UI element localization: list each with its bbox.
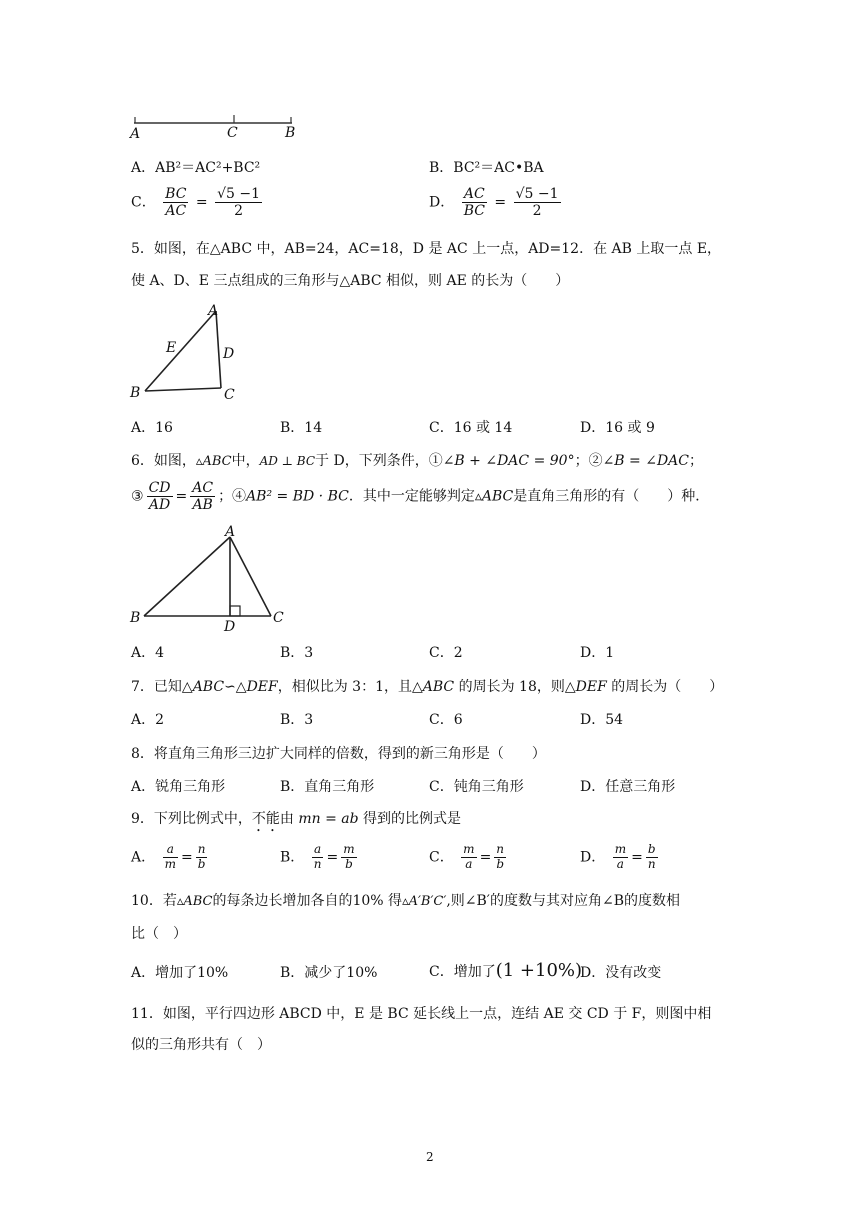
q6-option-d: D．1 (580, 645, 615, 661)
q5-label-d: D (223, 346, 235, 362)
q11-line2: 似的三角形共有（ ） (131, 1037, 271, 1053)
q6-option-c: C．2 (429, 645, 463, 661)
q4-option-a: A．AB²＝AC²+BC² (131, 160, 261, 176)
q6-line2: ③ $\frac{CD}{AD}$ = $\frac{AC}{AB}$ ；④AB² = BD · BC．其中一定能够判定▵ABC是直角三角形的有（ ）种． (131, 480, 710, 514)
q6-label-b: B (130, 610, 141, 626)
q5-label-a: A (208, 303, 219, 319)
q9-option-a: A． $\frac{a}{m}$ = $\frac{n}{b}$ (131, 842, 206, 871)
q5-label-b: B (130, 385, 141, 401)
q5-line1: 5．如图，在△ABC 中，AB=24，AC=18，D 是 AC 上一点，AD=12．在 AB 上取一点 E， (131, 241, 722, 257)
q10-option-a: A．增加了10% (131, 965, 229, 981)
point-b-label: B (285, 125, 296, 141)
q4-option-d: D． $\frac{AC}{BC}$ = $\frac{√5 -1}{2}$ (429, 186, 559, 220)
q7-option-a: A．2 (131, 712, 165, 728)
q6-label-c: C (273, 610, 284, 626)
q7-text: 7．已知△ABC∽△DEF，相似比为 3：1，且△ABC 的周长为 18，则△DEF 的周长为（ ） (131, 679, 724, 695)
q5-option-a: A．16 (131, 420, 173, 436)
q5-option-c: C．16 或 14 (429, 420, 513, 436)
q6-label-d: D (224, 619, 236, 634)
q6-option-a: A．4 (131, 645, 165, 661)
q4-option-b: B．BC²＝AC•BA (429, 160, 544, 176)
q5-label-e: E (166, 340, 177, 356)
q8-option-a: A．锐角三角形 (131, 779, 226, 795)
q9-option-c: C． $\frac{m}{a}$ = $\frac{n}{b}$ (429, 842, 505, 871)
q10-option-c: C．增加了(1 +10%) (429, 960, 583, 981)
q8-option-c: C．钝角三角形 (429, 779, 524, 795)
q6-line1: 6．如图，▵ABC中，AD ⊥ BC于 D，下列条件，①∠B + ∠DAC = 90°；②∠B = ∠DAC； (131, 453, 704, 469)
point-c-label: C (227, 125, 238, 141)
q10-line1: 10．若▵ABC的每条边长增加各自的10% 得▵A′B′C′,则∠B′的度数与其对应角∠B的度数相 (131, 893, 681, 909)
q8-text: 8．将直角三角形三边扩大同样的倍数，得到的新三角形是（ ） (131, 746, 546, 762)
q7-option-c: C．6 (429, 712, 463, 728)
q5-option-d: D．16 或 9 (580, 420, 655, 436)
q5-line2: 使 A、D、E 三点组成的三角形与△ABC 相似，则 AE 的长为（ ） (131, 273, 570, 289)
q7-option-d: D．54 (580, 712, 624, 728)
q8-option-b: B．直角三角形 (280, 779, 375, 795)
q6-label-a: A (225, 524, 236, 540)
q8-option-d: D．任意三角形 (580, 779, 676, 795)
segment-figure (128, 110, 308, 142)
q6-option-b: B．3 (280, 645, 314, 661)
q4-option-c: C． $\frac{BC}{AC}$ = $\frac{√5 -1}{2}$ (131, 186, 260, 220)
q6-triangle-figure (125, 522, 295, 634)
q9-text: 9．下列比例式中，不能由 mn = ab 得到的比例式是 (131, 811, 462, 827)
q10-option-d: D．没有改变 (580, 965, 662, 981)
q9-option-b: B． $\frac{a}{n}$ = $\frac{m}{b}$ (280, 842, 355, 871)
q5-option-b: B．14 (280, 420, 323, 436)
q9-option-d: D． $\frac{m}{a}$ = $\frac{b}{n}$ (580, 842, 656, 871)
point-a-label: A (130, 126, 141, 142)
q7-option-b: B．3 (280, 712, 314, 728)
q10-line2: 比（ ） (131, 926, 187, 942)
q10-option-b: B．减少了10% (280, 965, 378, 981)
page-number: 2 (426, 1150, 434, 1164)
q11-line1: 11．如图，平行四边形 ABCD 中，E 是 BC 延长线上一点，连结 AE 交 CD 于 F，则图中相 (131, 1006, 712, 1022)
q5-label-c: C (224, 387, 235, 403)
q5-triangle-figure (125, 300, 255, 405)
